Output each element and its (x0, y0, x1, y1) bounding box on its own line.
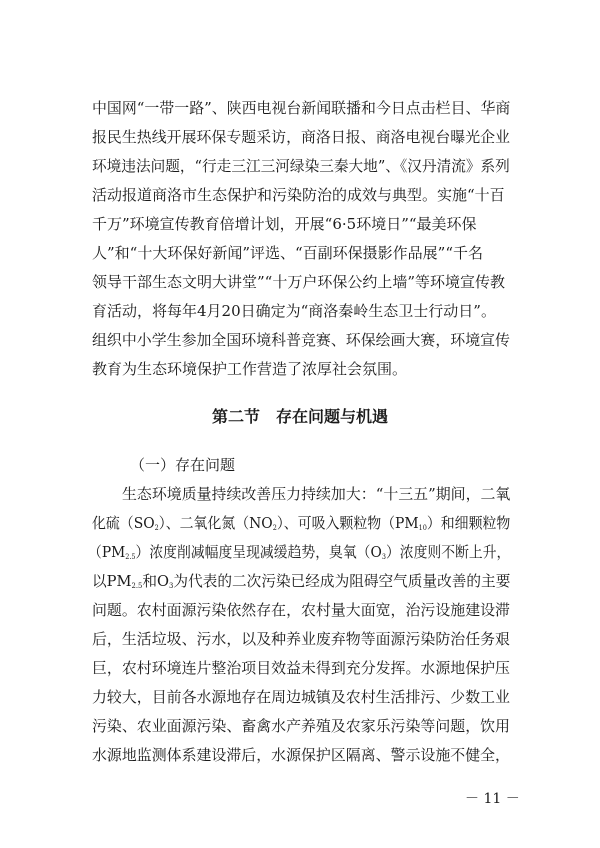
text-line-content: 活动报道商洛市生态保护和污染防治的成效与典型。实施“十百 (92, 186, 505, 204)
text-line-content: 教育为生态环境保护工作营造了浓厚社会氛围。 (92, 360, 408, 378)
text-line (0, 209, 600, 239)
page-number: － 11 － (465, 791, 520, 807)
text-fragment: 和O (142, 572, 170, 590)
text-line (0, 151, 600, 181)
text-fragment: ）浓度削减幅度呈现减缓趋势，臭氧（O (135, 543, 382, 561)
text-line (0, 122, 600, 152)
text-line (0, 711, 600, 741)
text-line-content: 千万”环境宣传教育倍增计划，开展“6·5环境日”“最美环保 (92, 215, 477, 233)
subscript: 2.5 (131, 582, 143, 590)
text-fragment: 化硫（SO (92, 514, 155, 532)
section-title: 第二节 存在问题与机遇 (211, 407, 388, 426)
text-line-pollutants (0, 508, 600, 538)
text-line (0, 296, 600, 326)
subscript: 10 (418, 524, 427, 532)
subscript: 3 (169, 582, 174, 590)
text-line (0, 180, 600, 210)
text-line-pm25 (0, 537, 600, 567)
text-fragment: ）、二氧化氮（NO (158, 514, 273, 532)
text-line-content: 领导干部生态文明大讲堂”“十万户环保公约上墙”等环境宣传教 (92, 273, 506, 291)
text-line (0, 267, 600, 297)
text-line (0, 93, 600, 123)
text-fragment: ）浓度则不断上升， (385, 543, 511, 561)
text-line (0, 325, 600, 355)
text-line (0, 238, 600, 268)
text-fragment: ）、可吸入颗粒物（PM (276, 514, 419, 532)
text-line (0, 354, 600, 384)
text-line-secondary-pollution (0, 566, 600, 596)
subscript: 2.5 (125, 553, 136, 561)
text-line-content: 生态环境质量持续改善压力持续加大：“十三五”期间，二氧 (122, 485, 511, 503)
text-line (0, 624, 600, 654)
text-line (0, 653, 600, 683)
text-line-content: 人”和“十大环保好新闻”评选、“百副环保摄影作品展”“千名 (92, 244, 484, 262)
text-line-content: 组织中小学生参加全国环境科普竞赛、环保绘画大赛，环境宣传 (92, 331, 510, 349)
text-line-content: 巨，农村环境连片整治项目效益未得到充分发挥。水源地保护压 (92, 659, 510, 677)
text-line-content: 水源地监测体系建设滞后，水源保护区隔离、警示设施不健全， (92, 746, 510, 764)
subscript: 2 (272, 524, 277, 532)
text-line-content: 环境违法问题，“行走三江三河绿染三秦大地”、《汉丹清流》系列 (92, 157, 510, 175)
text-fragment: （PM (88, 543, 126, 561)
text-line (0, 595, 600, 625)
text-line-content: 后，生活垃圾、污水，以及种养业废弃物等面源污染防治任务艰 (92, 630, 510, 648)
text-line-content: 育活动，将每年4月20日确定为“商洛秦岭生态卫士行动日”。 (92, 302, 496, 320)
text-line (0, 740, 600, 770)
text-fragment: 为代表的二次污染已经成为阻碍空气质量改善的主要 (173, 572, 511, 590)
text-line-content: 中国网“一带一路”、陕西电视台新闻联播和今日点击栏目、华商 (92, 99, 511, 117)
text-fragment: 以PM (92, 572, 132, 590)
subsection-title: （一）存在问题 (130, 456, 236, 474)
text-fragment: ）和细颗粒物 (426, 514, 511, 532)
subscript: 2 (154, 524, 159, 532)
text-line-content: 问题。农村面源污染依然存在，农村量大面宽，治污设施建设滞 (92, 601, 510, 619)
subscript: 3 (381, 553, 386, 561)
text-line (0, 479, 600, 509)
text-line-content: 污染、农业面源污染、畜禽水产养殖及农家乐污染等问题，饮用 (92, 717, 510, 735)
text-line-content: 力较大，目前各水源地存在周边城镇及农村生活排污、少数工业 (92, 688, 510, 706)
text-line-content: 报民生热线开展环保专题采访，商洛日报、商洛电视台曝光企业 (92, 128, 510, 146)
text-line (0, 682, 600, 712)
